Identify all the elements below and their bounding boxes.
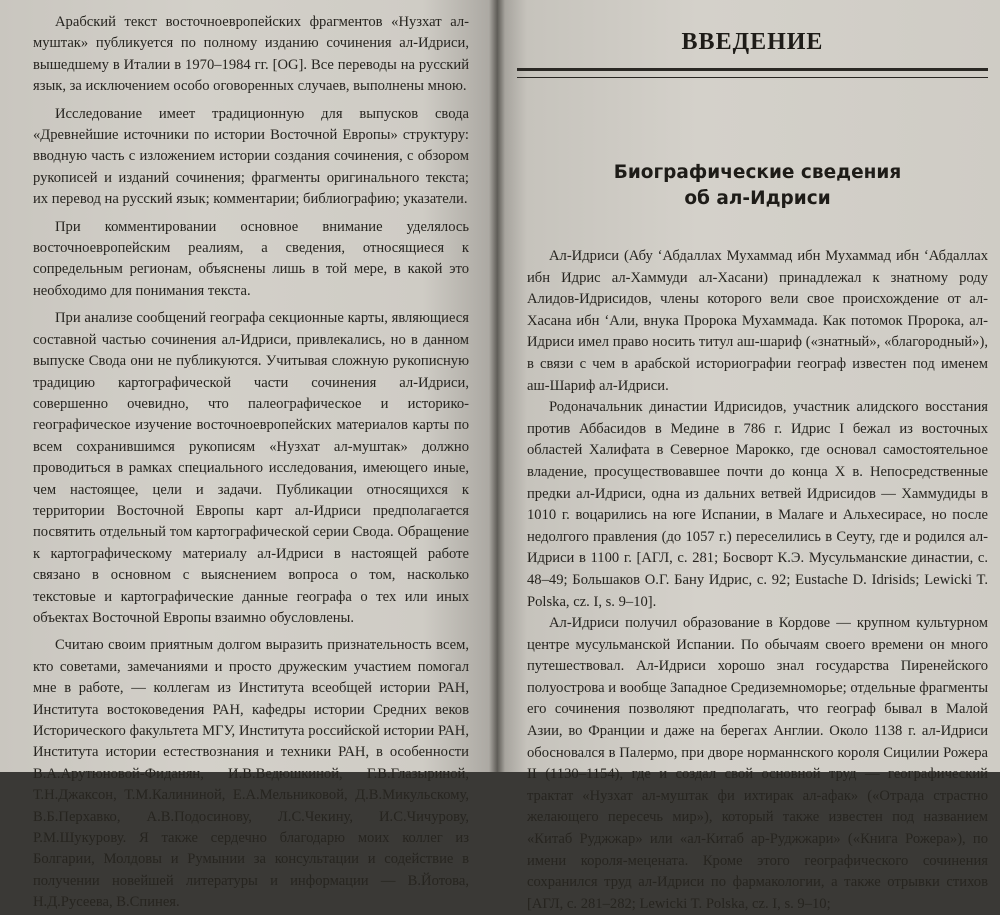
section-heading [527, 160, 988, 212]
chapter-rule [517, 68, 988, 78]
section-heading-line-2: об ал-Идриси [684, 188, 831, 209]
chapter-title: ВВЕДЕНИЕ [681, 28, 824, 55]
right-page [497, 0, 1000, 912]
section-heading-line-1: Биографические сведения [613, 162, 902, 183]
left-paragraph-5: Считаю своим приятным долгом выразить признательность всем, кто советами, замечаниями и просто дружеским участием помогал мне в работе, — коллегам из Института всеобщей истории РАН, Института востоковедения РАН, кафедры истории Средних веков Исторического факультета МГУ, Института российской истории РАН, Института истории естествознания и техники РАН, в особенности В.А.Арутюновой-Фиданян, И.В.Ведюшкиной, Г.В.Глазыриной, Т.Н.Джаксон, Т.М.Калининой, Е.А.Мельниковой, Д.В.Микульскому, В.Б.Перхавко, А.В.Подосинову, Л.С.Чекину, И.С.Чичурову, Р.М.Шукурову. Я также сердечно благодарю моих коллег из Болгарии, Молдовы и Румынии за консультации и содействие в получении новейшей литературы и информации — В.Йотова, Н.Д.Русеева, В.Спинея. [33, 637, 469, 911]
left-paragraph-2: Исследование имеет традиционную для выпусков свода «Древнейшие источники по истории Восточной Европы» структуру: вводную часть с изложением истории создания сочинения, с обзором рукописей и изданий сочинения; фрагменты оригинального текста; их перевод на русский язык; комментарии; библиографию; указатели. [33, 105, 469, 208]
left-paragraph-4: При анализе сообщений географа секционные карты, являющиеся составной частью сочинения ал-Идриси, привлекались, но в данном выпуске Свода они не публикуются. Учитывая сложную рукописную традицию картографической части сочинения ал-Идриси, совершенно очевидно, что палеографическое и историко-географическое изучение восточноевропейских материалов карты по всем сохранившимся рукописям «Нузхат ал-муштак» должно проводиться в рамках специального исследования, имеющего иные, чем настоящее, цели и задачи. Публикации относящихся к территории Восточной Европы карт ал-Идриси предполагается посвятить отдельный том картографической серии Свода. Обращение к картографическому материалу ал-Идриси в настоящей работе связано в основном с выяснением вопроса о том, насколько текстовые и картографические данные географа о тех или иных объектах Восточной Европы взаимно обусловлены. [33, 310, 469, 626]
right-paragraph-3: Ал-Идриси получил образование в Кордове — крупном культурном центре мусульманской Испании. По обычаям своего времени он много путешествовал. Ал-Идриси хорошо знал государства Пиренейского полуострова и вообще Западное Средиземноморье; отдельные фрагменты его сочинения позволяют предполагать, что географ бывал в Малой Азии, во Франции и даже на берегах Англии. Около 1138 г. ал-Идриси обосновался в Палермо, при дворе норманнского короля Сицилии Рожера II (1130–1154), где и создал свой основной труд — географический трактат «Нузхат ал-муштак фи ихтирак ал-афак» («Отрада страстно желающего пересечь мир»), который также известен под названием «Китаб Руджжар» или «ал-Китаб ар-Руджжари» («Книга Рожера»), по имени короля-мецената. Кроме этого географического сочинения сохранился труд ал-Идриси по фармакологии, а также отрывки стихов [АГЛ, с. 281–282; Lewicki T. Polska, cz. I, s. 9–10; [527, 615, 988, 912]
left-paragraph-3: При комментировании основное внимание уделялось восточноевропейским реалиям, а сведения, относящиеся к сопредельным регионам, объяснены лишь в той мере, в какой это необходимо для понимания текста. [33, 218, 469, 299]
left-page [0, 0, 497, 911]
book-gutter [489, 0, 505, 772]
left-paragraph-1: Арабский текст восточноевропейских фрагментов «Нузхат ал-муштак» публикуется по полному изданию сочинения ал-Идриси, вышедшему в Италии в 1970–1984 гг. [OG]. Все переводы на русский язык, за исключением особо оговоренных случаев, выполнены мною. [33, 14, 469, 95]
right-paragraph-2: Родоначальник династии Идрисидов, участник алидского восстания против Аббасидов в Медине в 786 г. Идрис I бежал из восточных областей Халифата в Северное Марокко, где основал самостоятельное владение, просуществовавшее почти до конца X в. Непосредственные предки ал-Идриси, одна из дальних ветвей Идрисидов — Хаммудиды в 1010 г. воцарились на юге Испании, в Малаге и Альхесирасе, но после недолгого правления (до 1057 г.) переселились в Сеуту, где и родился ал-Идриси в 1100 г. [АГЛ, с. 281; Босворт К.Э. Мусульманские династии, с. 48–49; Большаков О.Г. Бану Идрис, с. 92; Eustache D. Idrisids; Lewicki T. Polska, cz. I, s. 9–10]. [527, 399, 988, 610]
chapter-header [517, 18, 988, 66]
right-paragraph-1: Ал-Идриси (Абу ‘Абдаллах Мухаммад ибн Мухаммад ибн ‘Абдаллах ибн Идрис ал-Хаммуди ал-Хасани) принадлежал к знатному роду Алидов-Идрисидов, члены которого вели свое происхождение от ал-Хасана ибн ‘Али, внука Пророка Мухаммада. Как потомок Пророка, ал-Идриси имел право носить титул аш-шариф («знатный», «благородный»), в связи с чем в арабской историографии географ известен под именем аш-Шариф ал-Идриси. [527, 248, 988, 394]
